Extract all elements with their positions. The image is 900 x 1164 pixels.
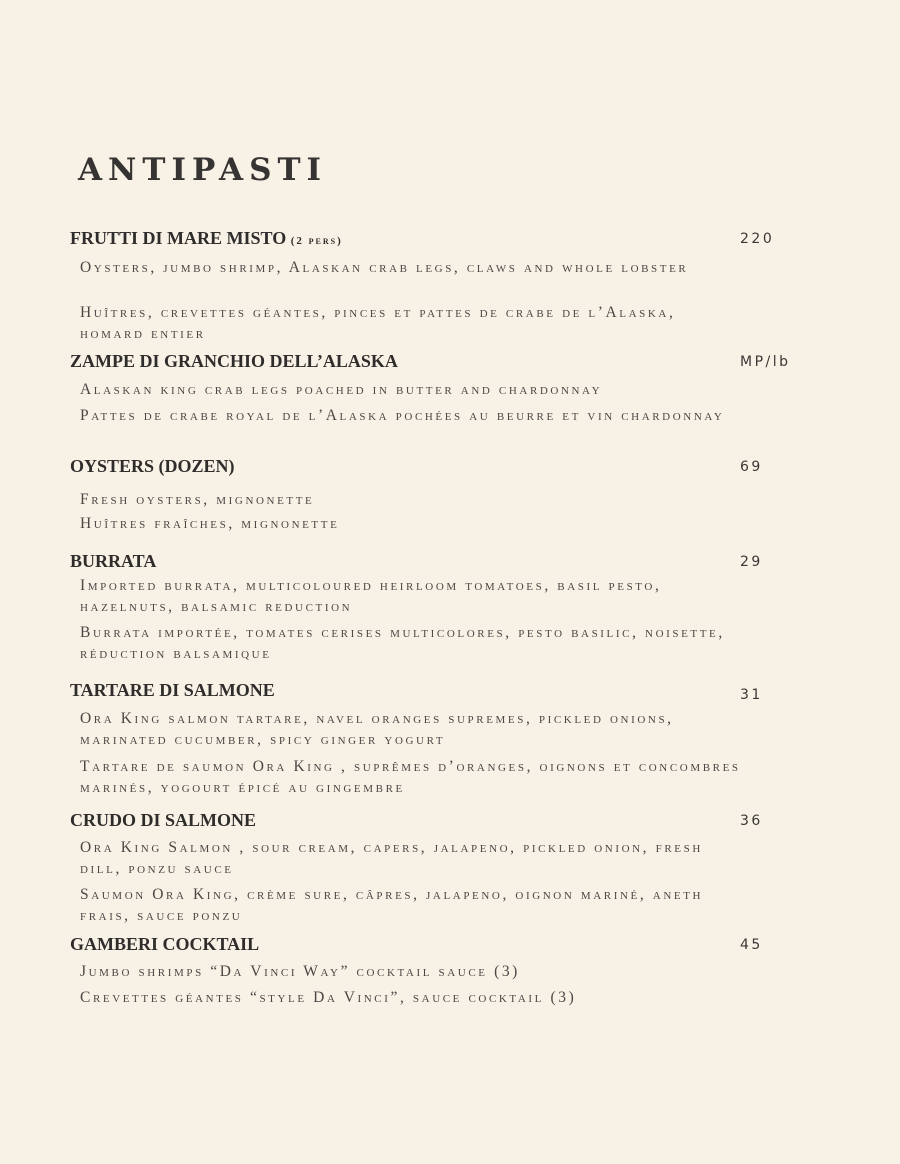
item-price: 31 <box>740 687 763 703</box>
item-name: BURRATA <box>70 551 157 571</box>
item-price: 45 <box>740 937 763 953</box>
item-price: 69 <box>740 459 763 475</box>
item-price: MP/lb <box>740 354 791 370</box>
item-price: 29 <box>740 554 763 570</box>
item-description-en: Jumbo shrimps “Da Vinci Way” cocktail sauce (3) <box>80 963 520 980</box>
item-description-fr: Pattes de crabe royal de l’Alaska pochées au beurre et vin chardonnay <box>80 407 725 424</box>
item-description-fr: Saumon Ora King, crème sure, câpres, jalapeno, oignon mariné, aneth frais, sauce ponzu <box>80 886 704 924</box>
item-description-fr: Huîtres, crevettes géantes, pinces et pattes de crabe de l’Alaska, homard entier <box>80 304 676 342</box>
item-description-fr: Tartare de saumon Ora King , suprêmes d’oranges, oignons et concombres marinés, yogourt épicé au gingembre <box>80 758 741 796</box>
item-description-en: Fresh oysters, mignonette <box>80 491 315 508</box>
item-name-text: FRUTTI DI MARE MISTO <box>70 228 287 248</box>
item-price: 36 <box>740 813 763 829</box>
item-description-en: Oysters, jumbo shrimp, Alaskan crab legs, claws and whole lobster <box>80 259 689 276</box>
item-name: OYSTERS (DOZEN) <box>70 456 235 476</box>
item-name: ZAMPE DI GRANCHIO DELL’ALASKA <box>70 351 398 371</box>
item-description-fr: Crevettes géantes “style Da Vinci”, sauce cocktail (3) <box>80 989 577 1006</box>
item-description-en: Ora King Salmon , sour cream, capers, jalapeno, pickled onion, fresh dill, ponzu sauce <box>80 839 703 877</box>
item-name: TARTARE DI SALMONE <box>70 680 275 700</box>
item-serving-note: (2 pers) <box>290 235 343 247</box>
item-price: 220 <box>740 231 775 247</box>
item-name: CRUDO DI SALMONE <box>70 810 257 830</box>
item-description-fr: Burrata importée, tomates cerises multicolores, pesto basilic, noisette, réduction balsamique <box>80 624 725 662</box>
item-description-en: Alaskan king crab legs poached in butter and chardonnay <box>80 381 603 398</box>
item-description-fr: Huîtres fraîches, mignonette <box>80 515 340 532</box>
item-name: GAMBERI COCKTAIL <box>70 934 260 954</box>
item-description-en: Ora King salmon tartare, navel oranges supremes, pickled onions, marinated cucumber, spicy ginger yogurt <box>80 710 674 748</box>
item-description-en: Imported burrata, multicoloured heirloom tomatoes, basil pesto, hazelnuts, balsamic reduction <box>80 577 662 615</box>
item-name <box>70 228 343 249</box>
section-title: ANTIPASTI <box>78 152 328 188</box>
